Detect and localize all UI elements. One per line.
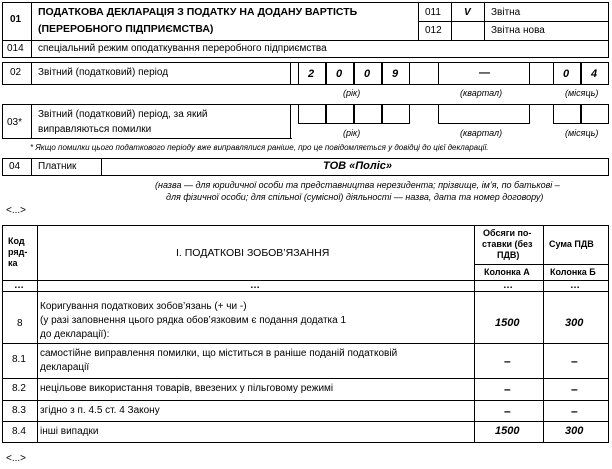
month-digit-2: 4	[591, 68, 598, 80]
row-value-a[interactable]: –	[504, 404, 511, 418]
dots-code: …	[14, 280, 24, 291]
declaration-title-line1: ПОДАТКОВА ДЕКЛАРАЦІЯ З ПОДАТКУ НА ДОДАНУ ВАРТІСТЬ	[38, 6, 358, 18]
row-value-b[interactable]: –	[571, 404, 578, 418]
row-desc-line: Коригування податкових зобов’язань (+ чи -)	[40, 301, 247, 312]
month-caption: (місяць)	[565, 88, 599, 98]
correction-quarter-box[interactable]	[438, 104, 530, 124]
row-code: 8.2	[12, 383, 26, 394]
payer-label: Платник	[38, 161, 77, 172]
quarter-value: —	[479, 67, 490, 79]
row-value-b[interactable]: 300	[565, 425, 584, 437]
dots-col-a: …	[503, 280, 513, 291]
payer-note-line2: для фізичної особи; для спільної (сумісної) діяльності — назва, дата та номер договору)	[166, 192, 544, 202]
col-b-label: Колонка Б	[550, 267, 596, 277]
row-value-a[interactable]: 1500	[495, 425, 520, 437]
row-desc-line: (у разі заповнення цього рядка обов’язковим є подання додатка 1	[40, 315, 347, 326]
footnote: * Якщо помилки цього податкового періоду вже виправлялися раніше, про це повідомляється у довідці до цієї декларації.	[30, 143, 489, 152]
month-digit-box[interactable]	[553, 62, 581, 85]
type-code-011: 011	[425, 7, 441, 18]
payer-name[interactable]: ТОВ «Поліс»	[323, 160, 393, 172]
col-code-header-2: ряд-	[8, 247, 28, 257]
row-code: 8.4	[12, 426, 26, 437]
correction-year-box[interactable]	[354, 104, 382, 124]
row-value-b[interactable]: –	[571, 382, 578, 396]
year-caption: (рік)	[343, 88, 361, 98]
correction-period-label-line2: виправляються помилки	[38, 124, 152, 135]
row-value-a[interactable]: –	[504, 354, 511, 368]
year-digit-box[interactable]	[298, 62, 326, 85]
correction-month-box[interactable]	[553, 104, 581, 124]
row-value-b[interactable]: –	[571, 354, 578, 368]
row-code: 8.3	[12, 405, 26, 416]
row-code-04: 04	[9, 161, 21, 172]
row-code-02: 02	[10, 67, 22, 78]
col-a-header-3: ПДВ)	[497, 250, 520, 260]
year-digit-4: 9	[392, 68, 399, 80]
row-value-a[interactable]: –	[504, 382, 511, 396]
correction-year-box[interactable]	[298, 104, 326, 124]
row-code: 8	[17, 318, 23, 329]
row-desc-line: самостійне виправлення помилки, що міститься в раніше поданій податковій	[40, 348, 398, 359]
row-code-01: 01	[10, 14, 22, 25]
payer-note-line1: (назва — для юридичної особи та представництва нерезидента; прізвище, ім’я, по батькові –	[155, 180, 560, 190]
dots-col-b: …	[570, 280, 580, 291]
col-code-header-1: Код	[8, 236, 25, 246]
correction-year-box[interactable]	[326, 104, 354, 124]
correction-month-box[interactable]	[581, 104, 609, 124]
omission-marker-bottom: <...>	[6, 453, 27, 464]
col-a-header-2: ставки (без	[482, 239, 533, 249]
year-digit-box[interactable]	[326, 62, 354, 85]
col-a-label: Колонка А	[484, 267, 530, 277]
month-digit-1: 0	[563, 68, 570, 80]
row-code: 8.1	[12, 354, 26, 365]
year-digit-2: 0	[336, 68, 343, 80]
row-desc-line: до декларації):	[40, 329, 110, 340]
quarter-box[interactable]	[438, 62, 530, 85]
type-mark-011[interactable]: V	[464, 7, 471, 18]
correction-month-caption: (місяць)	[565, 128, 599, 138]
type-label-reporting: Звітна	[491, 7, 521, 18]
row-value-a[interactable]: 1500	[495, 317, 520, 329]
col-code-header-3: ка	[8, 258, 18, 268]
reporting-period-label: Звітний (податковий) період	[38, 67, 169, 78]
col-a-header-1: Обсяги по-	[483, 228, 532, 238]
omission-marker-top: <...>	[6, 205, 27, 216]
month-digit-box[interactable]	[581, 62, 609, 85]
row-code-014: 014	[7, 43, 24, 54]
declaration-title-line2: (ПЕРЕРОБНОГО ПІДПРИЄМСТВА)	[38, 23, 214, 35]
correction-year-caption: (рік)	[343, 128, 361, 138]
row-desc-line: згідно з п. 4.5 ст. 4 Закону	[40, 405, 160, 416]
type-label-reporting-new: Звітна нова	[491, 25, 545, 36]
correction-period-label-line1: Звітний (податковий) період, за який	[38, 109, 208, 120]
row-desc-line: інші випадки	[40, 426, 99, 437]
row-desc-line: нецільове використання товарів, ввезених у пільговому режимі	[40, 383, 334, 394]
type-code-012: 012	[425, 25, 442, 36]
dots-desc: …	[250, 280, 260, 291]
quarter-caption: (квартал)	[460, 88, 503, 98]
year-digit-box[interactable]	[354, 62, 382, 85]
correction-quarter-caption: (квартал)	[460, 128, 503, 138]
year-digit-3: 0	[364, 68, 371, 80]
year-digit-box[interactable]	[382, 62, 410, 85]
row-desc-line: декларації	[40, 362, 90, 373]
correction-year-box[interactable]	[382, 104, 410, 124]
section-title: I. ПОДАТКОВІ ЗОБОВ’ЯЗАННЯ	[176, 247, 330, 259]
year-digit-1: 2	[308, 68, 315, 80]
row-value-b[interactable]: 300	[565, 317, 584, 329]
special-regime-text: спеціальний режим оподаткування переробного підприємства	[38, 43, 327, 54]
row-code-03: 03*	[7, 117, 23, 128]
col-b-header: Сума ПДВ	[549, 239, 594, 249]
